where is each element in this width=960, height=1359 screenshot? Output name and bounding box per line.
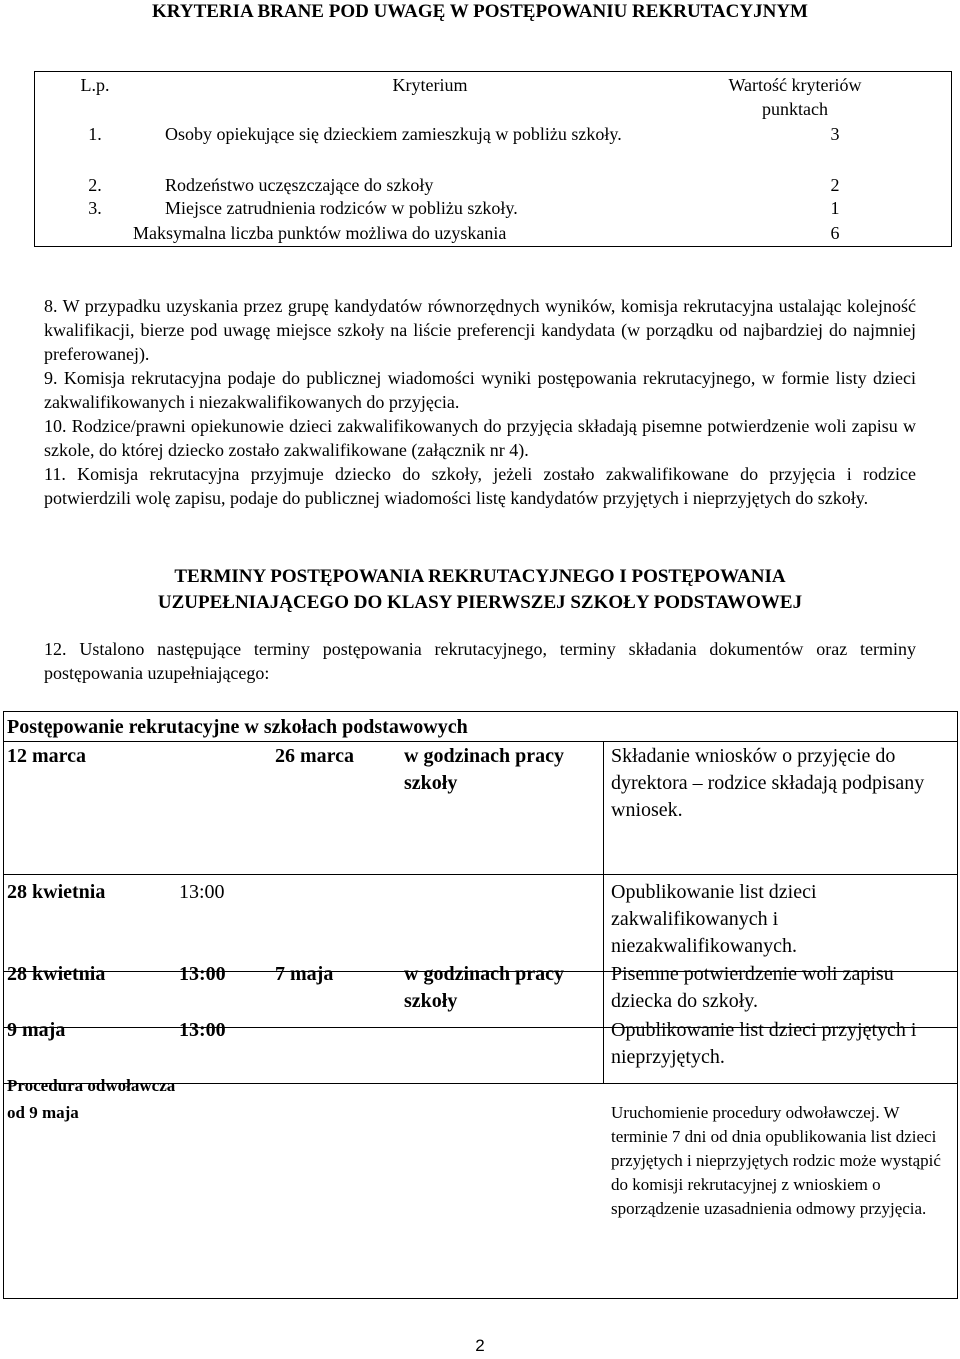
schedule-row-3-desc: Pisemne potwierdzenie woli zapisu dziecka do szkoły. (611, 963, 894, 1012)
schedule-row-1-start: 12 marca (7, 745, 87, 767)
criteria-row-1-lp: 1. (88, 124, 102, 144)
schedule-row-4-time: 13:00 (179, 1019, 226, 1041)
criteria-row-1-criterion: Osoby opiekujące się dzieckiem zamieszkują w pobliżu szkoły. (165, 124, 622, 144)
section-heading-line-2: UZUPEŁNIAJĄCEGO DO KLASY PIERWSZEJ SZKOŁY PODSTAWOWEJ (157, 592, 803, 613)
criteria-header-criterion: Kryterium (392, 75, 468, 95)
criteria-row-1-value: 3 (830, 124, 840, 144)
schedule-row-4-date: 9 maja (7, 1019, 66, 1041)
schedule-table (3, 711, 958, 1299)
schedule-row-1-hours: w godzinach pracy szkoły (404, 745, 564, 794)
paragraph-11: 11. Komisja rekrutacyjna przyjmuje dziecko do szkoły, jeżeli zostało zakwalifikowane do przyjęcia i rodzice potwierdzili wolę zapisu, podaje do publicznej wiadomości listę kandydatów przyjętych i nieprzyjętych do szkoły. (44, 464, 916, 508)
schedule-row-2-time: 13:00 (179, 881, 225, 903)
paragraph-8: 8. W przypadku uzyskania przez grupę kandydatów równorzędnych wyników, komisja rekrutacyjna ustalając kolejność kwalifikacji, bierze pod uwagę miejsce szkoły na liście preferencji kandydata (w porządku od najbardziej do najmniej preferowanej). (44, 296, 916, 364)
criteria-row-3-criterion: Miejsce zatrudnienia rodziców w pobliżu szkoły. (165, 198, 518, 218)
schedule-title: Postępowanie rekrutacyjne w szkołach podstawowych (7, 716, 468, 738)
schedule-row-1-end: 26 marca (275, 745, 355, 767)
schedule-row-3-date: 28 kwietnia (7, 963, 106, 985)
criteria-max-label: Maksymalna liczba punktów możliwa do uzyskania (133, 223, 507, 243)
criteria-table (34, 71, 952, 247)
appeal-text: Uruchomienie procedury odwoławczej. W terminie 7 dni od dnia opublikowania list dzieci przyjętych i nieprzyjętych rodzic może wystąpić do komisji rekrutacyjnej z wnioskiem o sporządzenie uzasadnienia odmowy przyjęcia. (611, 1103, 941, 1218)
criteria-header-value: Wartość kryteriów punktach (728, 75, 862, 119)
paragraph-12: 12. Ustalono następujące terminy postępowania rekrutacyjnego, terminy składania dokumentów oraz terminy postępowania uzupełniającego: (44, 639, 916, 683)
criteria-row-3-value: 1 (830, 198, 840, 218)
section-heading-line-1: TERMINY POSTĘPOWANIA REKRUTACYJNEGO I POSTĘPOWANIA (174, 566, 786, 587)
paragraph-10: 10. Rodzice/prawni opiekunowie dzieci zakwalifikowanych do przyjęcia składają pisemne potwierdzenie woli zapisu w szkole, do której dziecko zostało zakwalifikowane (załącznik nr 4). (44, 416, 916, 460)
schedule-row-1-desc: Składanie wniosków o przyjęcie do dyrektora – rodzice składają podpisany wniosek. (611, 745, 925, 821)
paragraph-9: 9. Komisja rekrutacyjna podaje do publicznej wiadomości wyniki postępowania rekrutacyjnego, w formie listy dzieci zakwalifikowanych i niezakwalifikowanych do przyjęcia. (44, 368, 916, 412)
schedule-row-2-date: 28 kwietnia (7, 881, 106, 903)
criteria-row-2-lp: 2. (88, 175, 102, 195)
schedule-row-2-desc: Opublikowanie list dzieci zakwalifikowanych i niezakwalifikowanych. (611, 881, 817, 957)
schedule-row-3-hours: w godzinach pracy szkoły (404, 963, 564, 1012)
criteria-row-3-lp: 3. (88, 198, 102, 218)
criteria-row-2-criterion: Rodzeństwo uczęszczające do szkoły (165, 175, 434, 195)
criteria-row-2-value: 2 (830, 175, 840, 195)
paragraphs-8-11 (44, 294, 916, 510)
criteria-max-value: 6 (830, 223, 840, 243)
criteria-header-lp: L.p. (80, 75, 110, 95)
appeal-title: Procedura odwoławcza (7, 1076, 176, 1095)
schedule-row-3-end: 7 maja (275, 963, 334, 985)
schedule-row-3-time: 13:00 (179, 963, 226, 985)
appeal-date: od 9 maja (7, 1103, 79, 1122)
schedule-row-4-desc: Opublikowanie list dzieci przyjętych i nieprzyjętych. (611, 1019, 917, 1068)
page-number: 2 (475, 1336, 485, 1355)
page-heading: KRYTERIA BRANE POD UWAGĘ W POSTĘPOWANIU REKRUTACYJNYM (152, 1, 808, 22)
